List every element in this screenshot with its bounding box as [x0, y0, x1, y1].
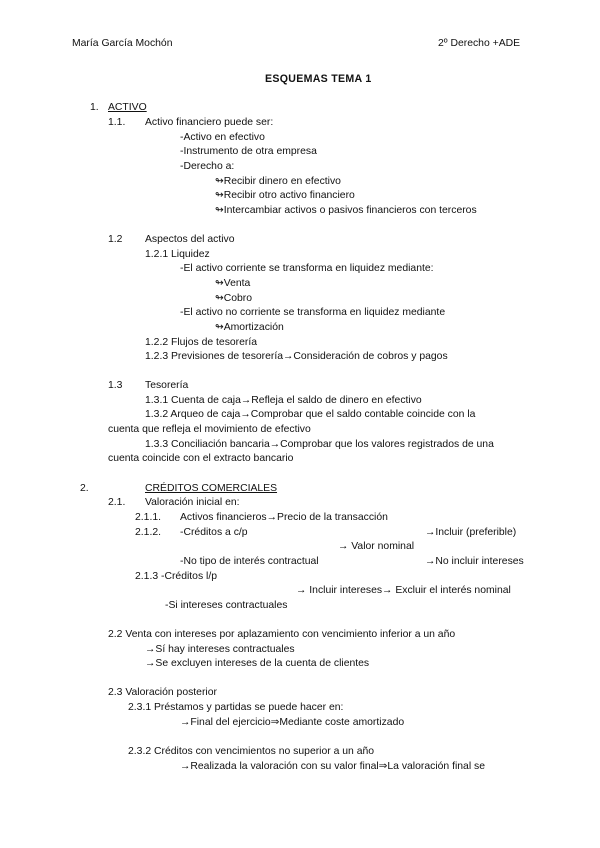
s1-1-number: 1.1.: [108, 117, 126, 128]
s2-1-text: Valoración inicial en:: [145, 497, 240, 508]
s1-2-1-venta: ↬Venta: [215, 278, 251, 289]
s1-2-3-previsiones: 1.2.3 Previsiones de tesorería→Consideración de cobros y pagos: [145, 351, 448, 362]
s1-1-item: -Instrumento de otra empresa: [180, 146, 317, 157]
s1-1-subitem: ↬Recibir otro activo financiero: [215, 190, 355, 201]
s1-3-1-cuenta-caja: 1.3.1 Cuenta de caja→Refleja el saldo de dinero en efectivo: [145, 395, 422, 406]
s1-2-1-amortizacion: ↬Amortización: [215, 322, 284, 333]
s2-1-2-text: -Créditos a c/p: [180, 527, 248, 538]
s2-1-3-incluir: → Incluir intereses→ Excluir el interés nominal: [296, 585, 511, 596]
s2-1-3-si-intereses: -Si intereses contractuales: [165, 600, 288, 611]
s2-3-text: 2.3 Valoración posterior: [108, 687, 217, 698]
s2-1-2-no-incluir: →No incluir intereses: [425, 556, 524, 567]
s1-2-1-liquidez: 1.2.1 Liquidez: [145, 249, 210, 260]
s1-2-2-flujos: 1.2.2 Flujos de tesorería: [145, 337, 258, 348]
s2-3-1-item: →Final del ejercicio⇒Mediante coste amortizado: [180, 717, 405, 728]
s1-3-3-conciliacion: 1.3.3 Conciliación bancaria→Comprobar que los valores registrados de una: [145, 439, 494, 450]
s1-2-number: 1.2: [108, 234, 123, 245]
s1-3-number: 1.3: [108, 380, 123, 391]
section1-number: 1.: [90, 102, 99, 113]
s1-1-item: -Derecho a:: [180, 161, 235, 172]
s1-3-3-conciliacion-cont: cuenta coincide con el extracto bancario: [108, 453, 294, 464]
s1-3-2-arqueo: 1.3.2 Arqueo de caja→Comprobar que el saldo contable coincide con la: [145, 409, 476, 420]
s2-1-3-text: 2.1.3 -Créditos l/p: [135, 571, 218, 582]
s2-3-2-item: →Realizada la valoración con su valor final⇒La valoración final se: [180, 761, 486, 772]
s1-3-2-arqueo-cont: cuenta que refleja el movimiento de efectivo: [108, 424, 311, 435]
s2-2-text: 2.2 Venta con intereses por aplazamiento con vencimiento inferior a un año: [108, 629, 456, 640]
s2-1-1-number: 2.1.1.: [135, 512, 161, 523]
s1-3-text: Tesorería: [145, 380, 189, 391]
s1-2-1-corriente: -El activo corriente se transforma en liquidez mediante:: [180, 263, 434, 274]
header-author: María García Mochón: [72, 38, 173, 49]
s2-3-2-text: 2.3.2 Créditos con vencimientos no superior a un año: [128, 746, 375, 757]
section2-title: CRÉDITOS COMERCIALES: [145, 483, 278, 494]
s2-1-2-no-tipo: -No tipo de interés contractual: [180, 556, 319, 567]
s1-1-subitem: ↬Intercambiar activos o pasivos financieros con terceros: [215, 205, 477, 216]
s1-2-1-cobro: ↬Cobro: [215, 293, 253, 304]
s1-2-1-no-corriente: -El activo no corriente se transforma en liquidez mediante: [180, 307, 446, 318]
s1-1-item: -Activo en efectivo: [180, 132, 265, 143]
s2-2-item: →Se excluyen intereses de la cuenta de clientes: [145, 658, 370, 669]
s2-1-2-incluir: →Incluir (preferible): [425, 527, 517, 538]
s1-2-text: Aspectos del activo: [145, 234, 235, 245]
s2-1-1-text: Activos financieros→Precio de la transacción: [180, 512, 388, 523]
section2-number: 2.: [80, 483, 89, 494]
s2-3-1-text: 2.3.1 Préstamos y partidas se puede hacer en:: [128, 702, 344, 713]
s2-1-number: 2.1.: [108, 497, 126, 508]
s2-2-item: →Sí hay intereses contractuales: [145, 644, 295, 655]
s2-1-2-valor-nominal: → Valor nominal: [338, 541, 415, 552]
s1-1-text: Activo financiero puede ser:: [145, 117, 274, 128]
header-course: 2º Derecho +ADE: [438, 38, 521, 49]
s1-1-subitem: ↬Recibir dinero en efectivo: [215, 176, 341, 187]
page-title: ESQUEMAS TEMA 1: [265, 73, 372, 85]
s2-1-2-number: 2.1.2.: [135, 527, 161, 538]
section1-title: ACTIVO: [108, 102, 147, 113]
